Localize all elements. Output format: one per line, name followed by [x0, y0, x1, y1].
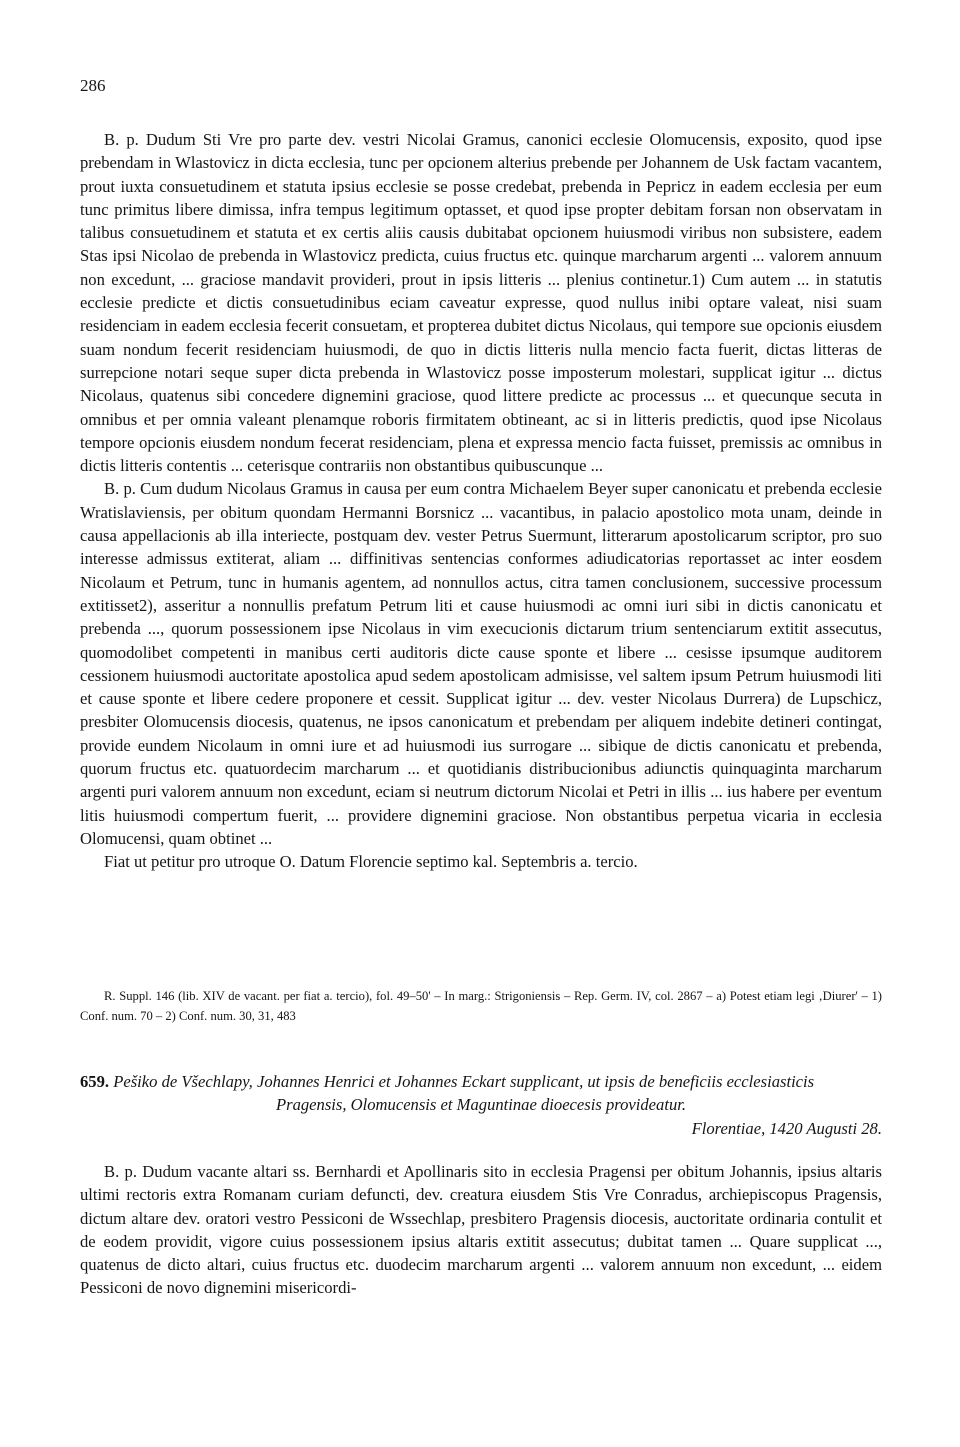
critical-apparatus: R. Suppl. 146 (lib. XIV de vacant. per fiat a. tercio), fol. 49–50' – In marg.: Strigoniensis – Rep. Germ. IV, col. 2867 – a) Potest etiam legi ‚Diurer' – 1) Conf. num. 70 – 2) Conf. num. 30, 31, 483 — [80, 989, 882, 1023]
paragraph-659-petition: B. p. Dudum vacante altari ss. Bernhardi et Apollinaris sito in ecclesia Pragensi per obitum Johannis, ipsius altaris ultimi rectoris extra Romanam curiam defuncti, dev. creatura eiusdem Stis Vre Conradus, archiepiscopus Pragensis, dictum altare dev. oratori vestro Pessiconi de Wssechlap, presbitero Pragensis diocesis, auctoritate ordinaria contulit et de eodem providit, vigore cuius possessionem ipsius altaris extitit assecutus; dubitat tamen ... Quare supplicat ..., quatenus de dicto altari, cuius fructus etc. duodecim marcharum argenti ... valorem annuum non excedunt, ... eidem Pessiconi de novo dignemini misericordi- — [80, 1162, 882, 1298]
paragraph-petition-1: B. p. Dudum Sti Vre pro parte dev. vestri Nicolai Gramus, canonici ecclesie Olomucensis, exposito, quod ipse prebendam in Wlastovicz in dicta ecclesia, tunc per opcionem alterius prebende per Johannem de Usk factam vacantem, prout iuxta consuetudinem et statuta ipsius ecclesie se posse credebat, prebenda in Pepricz in eadem ecclesia per eum tunc primitus libere dimissa, infra tempus legitimum optasset, et quod ipse propter debitam forsan non observatam in talibus consuetudinem et statuta et ex certis aliis causis dubitabat opcionem huiusmodi viribus non subsistere, eadem Stas ipsi Nicolao de prebenda in Wlastovicz predicta, cuius fructus etc. quinque marcharum argenti ... valorem annuum non excedunt, ... graciose mandavit provideri, prout in ipsis litteris ... plenius continetur.1) Cum autem ... in statutis ecclesie predicte et dictis consuetudinibus eciam caveatur expresse, quod nullus inibi optare valeat, nisi suam residenciam in eadem ecclesia fecerit consuetam, et propterea dubitet dictus Nicolaus, qui tempore sue opcionis eiusdem suam nondum fecerit residenciam huiusmodi, de quo in dictis litteris nulla mencio facta fuerit, dictas litteras de surrepcione notari seque super dicta prebenda in Wlastovicz posse imposterum molestari, supplicat igitur ... dictus Nicolaus, quatenus sibi concedere dignemini graciose, quod littere predicte ac processus ... et quecunque secuta in omnibus et per omnia valeant plenamque roboris firmitatem obtineant, ac si in litteris predictis, quod ipse Nicolaus tempore opcionis eiusdem nondum fecerat residenciam, plena et expressa mencio facta fuisset, premissis ac omnibus in dictis litteris contentis ... ceterisque contrariis non obstantibus quibuscunque ... — [80, 130, 882, 476]
document-658-body — [80, 128, 882, 874]
regest-line-1 — [80, 1070, 882, 1093]
document-number: 659. — [80, 1072, 110, 1091]
paragraph-fiat: Fiat ut petitur pro utroque O. Datum Florencie septimo kal. Septembris a. tercio. — [104, 852, 638, 872]
regest-line-2: Pragensis, Olomucensis et Maguntinae dioecesis provideatur. — [275, 1095, 687, 1115]
document-659-heading — [80, 1070, 882, 1140]
dateline: Florentiae, 1420 Augusti 28. — [691, 1118, 882, 1138]
document-659-body — [80, 1160, 882, 1300]
page-number: 286 — [80, 76, 106, 95]
regest-text: Pešiko de Všechlapy, Johannes Henrici et Johannes Eckart supplicant, ut ipsis de beneficiis ecclesiasticis — [113, 1072, 815, 1091]
paragraph-petition-2: B. p. Cum dudum Nicolaus Gramus in causa per eum contra Michaelem Beyer super canonicatu et prebenda ecclesie Wratislaviensis, per obitum quondam Hermanni Borsnicz ... vacantibus, in palacio apostolico mota unam, deinde in causa appellacionis ab illa interiecte, postquam dev. vester Petrus Suermunt, litterarum apostolicarum scriptor, pro suo interesse admissus extiterat, aliam ... diffinitivas sentencias conformes adiudicatorias reportasset ac inter eosdem Nicolaum et Petrum, tunc in humanis agentem, ad nonnullos actus, citra tamen conclusionem, successive processum extitisset2), asseritur a nonnullis prefatum Petrum liti et cause huiusmodi ac omni iuri sibi in dictis canonicatu et prebenda ..., quorum possessionem ipse Nicolaus in vim execucionis dictarum trium sentenciarum extitit assecutus, quomodolibet competenti in manibus certi auditoris dicte cause sponte et libere ... cesisse ipsumque auditorem cessionem huiusmodi auctoritate apostolica apud sedem apostolicam admisisse, vel saltem ipsum Petrum huiusmodi liti et cause sponte et libere cedere proponere et cessit. Supplicat igitur ... dev. vester Nicolaus Durrera) de Lupschicz, presbiter Olomucensis diocesis, quatenus, ne ipsos canonicatum et prebendam per aliquem indebite detineri contingat, provide eundem Nicolaum in omni iure et ad huiusmodi ius surrogare ... sibique de dictis canonicatu et prebenda, quorum fructus etc. quatuordecim marcharum ... et quotidianis distribucionibus adiunctis quinquaginta marcharum argenti puri valorem annuum non excedunt, eciam si neutrum dictorum Nicolai et Petri in illis ... ius habere per eventum litis huiusmodi compertum fuerit, ... providere dignemini graciose. Non obstantibus perpetua vicaria in ecclesia Olomucensi, quam obtinet ... — [80, 479, 882, 848]
